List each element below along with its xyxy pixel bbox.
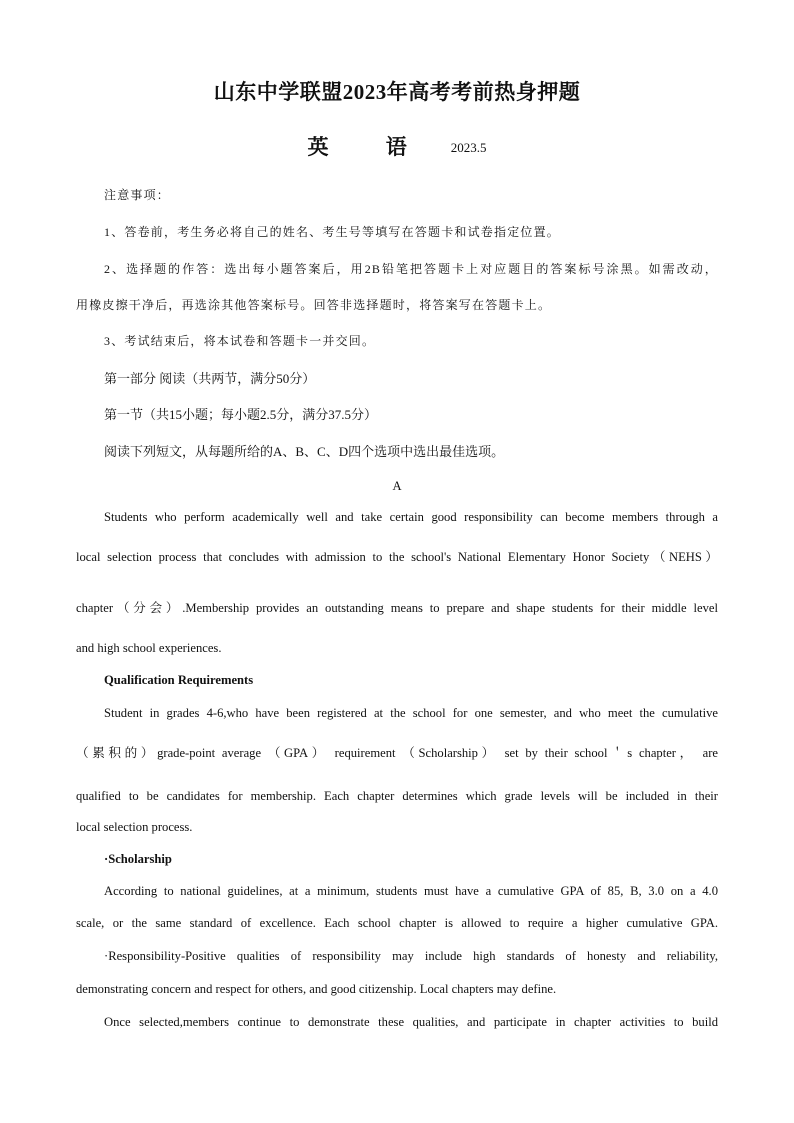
section-heading: 第一节（共15小题；每小题2.5分，满分37.5分） xyxy=(104,407,378,422)
instruction-text: 阅读下列短文，从每题所给的A、B、C、D四个选项中选出最佳选项。 xyxy=(104,444,505,459)
paragraph-3-line-2: scale, or the same standard of excellence. Each school chapter is allowed to require a higher cumulative GPA. xyxy=(76,916,718,930)
notes-item-3: 3、考试结束后，将本试卷和答题卡一并交回。 xyxy=(104,334,376,348)
exam-title: 山东中学联盟2023年高考考前热身押题 xyxy=(213,80,581,104)
paragraph-3-line-1: According to national guidelines, at a minimum, students must have a cumulative GPA of 85, B, 3.0 on a 4.0 xyxy=(104,884,718,898)
paragraph-5-line-1: Once selected,members continue to demonstrate these qualities, and participate in chapter activities to build xyxy=(104,1015,718,1029)
notes-item-2-line-2: 用橡皮擦干净后，再选涂其他答案标号。回答非选择题时，将答案写在答题卡上。 xyxy=(76,298,552,312)
notes-heading: 注意事项： xyxy=(104,188,171,202)
exam-date: 2023.5 xyxy=(450,140,487,155)
paragraph-2-line-2: （累积的）grade-point average （GPA） requirement （Scholarship） set by their school＇s chapter， are xyxy=(76,746,718,760)
part-heading: 第一部分 阅读（共两节，满分50分） xyxy=(104,371,316,386)
paragraph-1-line-3: chapter（分会）.Membership provides an outstanding means to prepare and shape students for their middle level xyxy=(76,601,718,615)
paragraph-2-line-3: qualified to be candidates for membership. Each chapter determines which grade levels will be included in their xyxy=(76,789,718,803)
notes-item-1: 1、答卷前，考生务必将自己的姓名、考生号等填写在答题卡和试卷指定位置。 xyxy=(104,225,561,239)
paragraph-1-line-1: Students who perform academically well and take certain good responsibility can become members through a xyxy=(104,510,718,524)
paragraph-2-line-4: local selection process. xyxy=(76,820,193,834)
paragraph-2-line-1: Student in grades 4-6,who have been registered at the school for one semester, and who meet the cumulative xyxy=(104,706,718,720)
subject-label: 英 语 xyxy=(307,135,433,159)
notes-item-2-line-1: 2、选择题的作答：选出每小题答案后，用2B铅笔把答题卡上对应题目的答案标号涂黑。如需改动， xyxy=(104,262,718,276)
qualification-heading: Qualification Requirements xyxy=(104,673,254,687)
paragraph-1-line-4: and high school experiences. xyxy=(76,641,222,655)
paragraph-4-line-2: demonstrating concern and respect for others, and good citizenship. Local chapters may define. xyxy=(76,982,557,996)
scholarship-heading: ·Scholarship xyxy=(104,852,172,866)
paragraph-4-line-1: ·Responsibility-Positive qualities of responsibility may include high standards of honesty and reliability, xyxy=(104,949,718,963)
subject-row xyxy=(0,131,794,161)
paragraph-1-line-2: local selection process that concludes with admission to the school's National Elementary Honor Society（NEHS） xyxy=(76,550,718,564)
passage-letter: A xyxy=(392,479,402,493)
